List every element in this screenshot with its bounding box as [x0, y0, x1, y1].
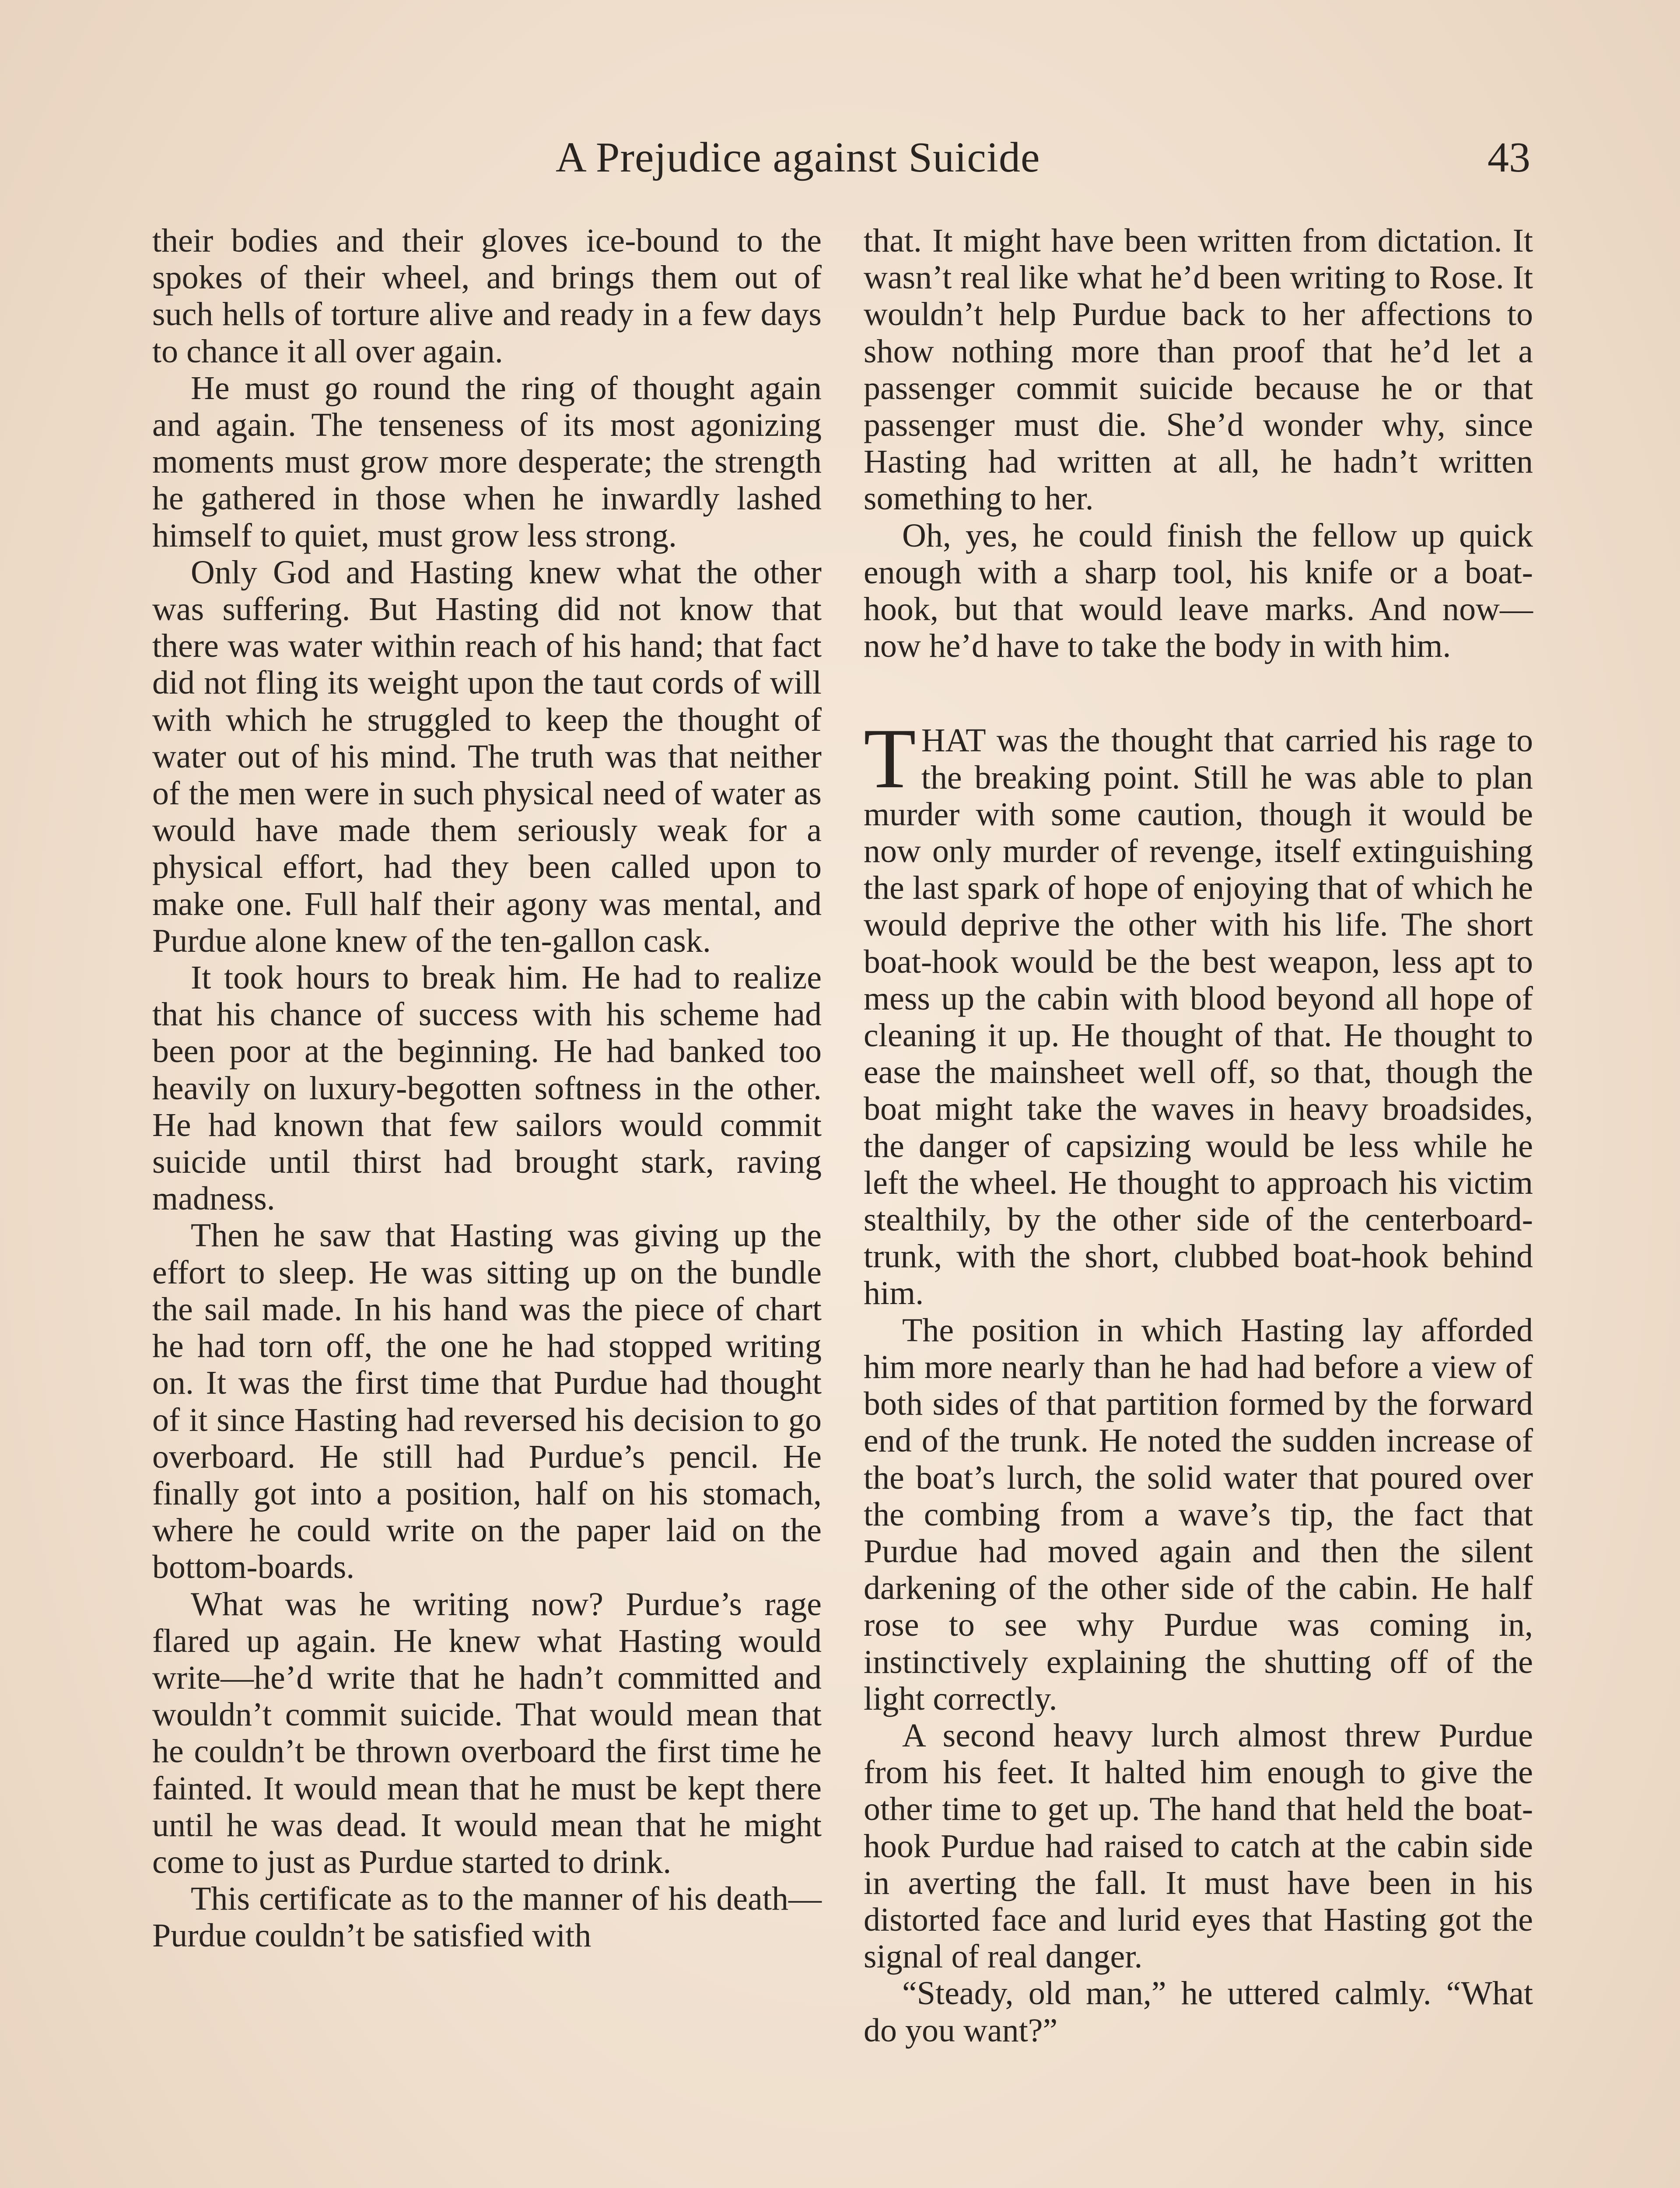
paragraph: Then he saw that Hasting was giving up the effort to sleep. He was sitting up on the bundle the sail made. In his hand was the piece of chart he had torn off, the one he had stopped writing on. It was the first time that Purdue had thought of it since Hasting had reversed his decision to go overboard. He still had Purdue’s pencil. He finally got into a position, half on his stomach, where he could write on the paper laid on the bottom-boards.: [152, 1217, 822, 1586]
drop-cap: T: [864, 711, 916, 806]
paragraph: It took hours to break him. He had to realize that his chance of success with his scheme had been poor at the beginning. He had banked too heavily on luxury-begotten softness in the other. He had known that few sailors would commit suicide until thirst had brought stark, raving madness.: [152, 959, 822, 1217]
page-header: [0, 131, 1680, 193]
paragraph: This certificate as to the manner of his death—Purdue couldn’t be satisfied with: [152, 1880, 822, 1954]
paragraph: Oh, yes, he could finish the fellow up quick enough with a sharp tool, his knife or a boat-hook, but that would leave marks. And now—now he’d have to take the body in with him.: [864, 517, 1533, 665]
paragraph: The position in which Hasting lay afforded him more nearly than he had had before a view of both sides of that partition formed by the forward end of the trunk. He noted the sudden increase of the boat’s lurch, the solid water that poured over the combing from a wave’s tip, the fact that Purdue had moved again and then the silent darkening of the other side of the cabin. He half rose to see why Purdue was coming in, instinctively explaining the shutting off of the light correctly.: [864, 1311, 1533, 1717]
section-opening-paragraph: [864, 711, 1533, 1312]
paragraph: that. It might have been written from dictation. It wasn’t real like what he’d been writing to Rose. It wouldn’t help Purdue back to her affections to show nothing more than proof that he’d let a passenger commit suicide because he or that passenger must die. She’d wonder why, since Hasting had written at all, he hadn’t written something to her.: [864, 222, 1533, 517]
left-column: [152, 222, 822, 1954]
right-column: [864, 222, 1533, 2049]
section-opening-text: HAT was the thought that carried his rage to the breaking point. Still he was able to plan murder with some caution, though it would be now only murder of revenge, itself extinguishing the last spark of hope of enjoying that of which he would deprive the other with his life. The short boat-hook would be the best weapon, less apt to mess up the cabin with blood beyond all hope of cleaning it up. He thought of that. He thought to ease the mainsheet well off, so that, though the boat might take the waves in heavy broadsides, the danger of capsizing would be less while he left the wheel. He thought to approach his victim stealthily, by the other side of the centerboard-trunk, with the short, clubbed boat-hook behind him.: [864, 722, 1533, 1312]
paragraph: “Steady, old man,” he uttered calmly. “What do you want?”: [864, 1975, 1533, 2049]
paragraph: A second heavy lurch almost threw Purdue from his feet. It halted him enough to give the other time to get up. The hand that held the boat-hook Purdue had raised to catch at the cabin side in averting the fall. It must have been in his distorted face and lurid eyes that Hasting got the signal of real danger.: [864, 1717, 1533, 1975]
running-title: A Prejudice against Suicide: [556, 134, 1040, 181]
paragraph: their bodies and their gloves ice-bound to the spokes of their wheel, and brings them out of such hells of torture alive and ready in a few days to chance it all over again.: [152, 222, 822, 370]
paragraph: What was he writing now? Purdue’s rage flared up again. He knew what Hasting would write—he’d write that he hadn’t committed and wouldn’t commit suicide. That would mean that he couldn’t be thrown overboard the first time he fainted. It would mean that he must be kept there until he was dead. It would mean that he might come to just as Purdue started to drink.: [152, 1585, 822, 1880]
paragraph: Only God and Hasting knew what the other was suffering. But Hasting did not know that there was water within reach of his hand; that fact did not fling its weight upon the taut cords of will with which he struggled to keep the thought of water out of his mind. The truth was that neither of the men were in such physical need of water as would have made them seriously weak for a physical effort, had they been called upon to make one. Full half their agony was mental, and Purdue alone knew of the ten-gallon cask.: [152, 554, 822, 959]
page-number: 43: [1488, 134, 1530, 181]
paragraph: He must go round the ring of thought again and again. The tenseness of its most agonizing moments must grow more desperate; the strength he gathered in those when he inwardly lashed himself to quiet, must grow less strong.: [152, 369, 822, 554]
